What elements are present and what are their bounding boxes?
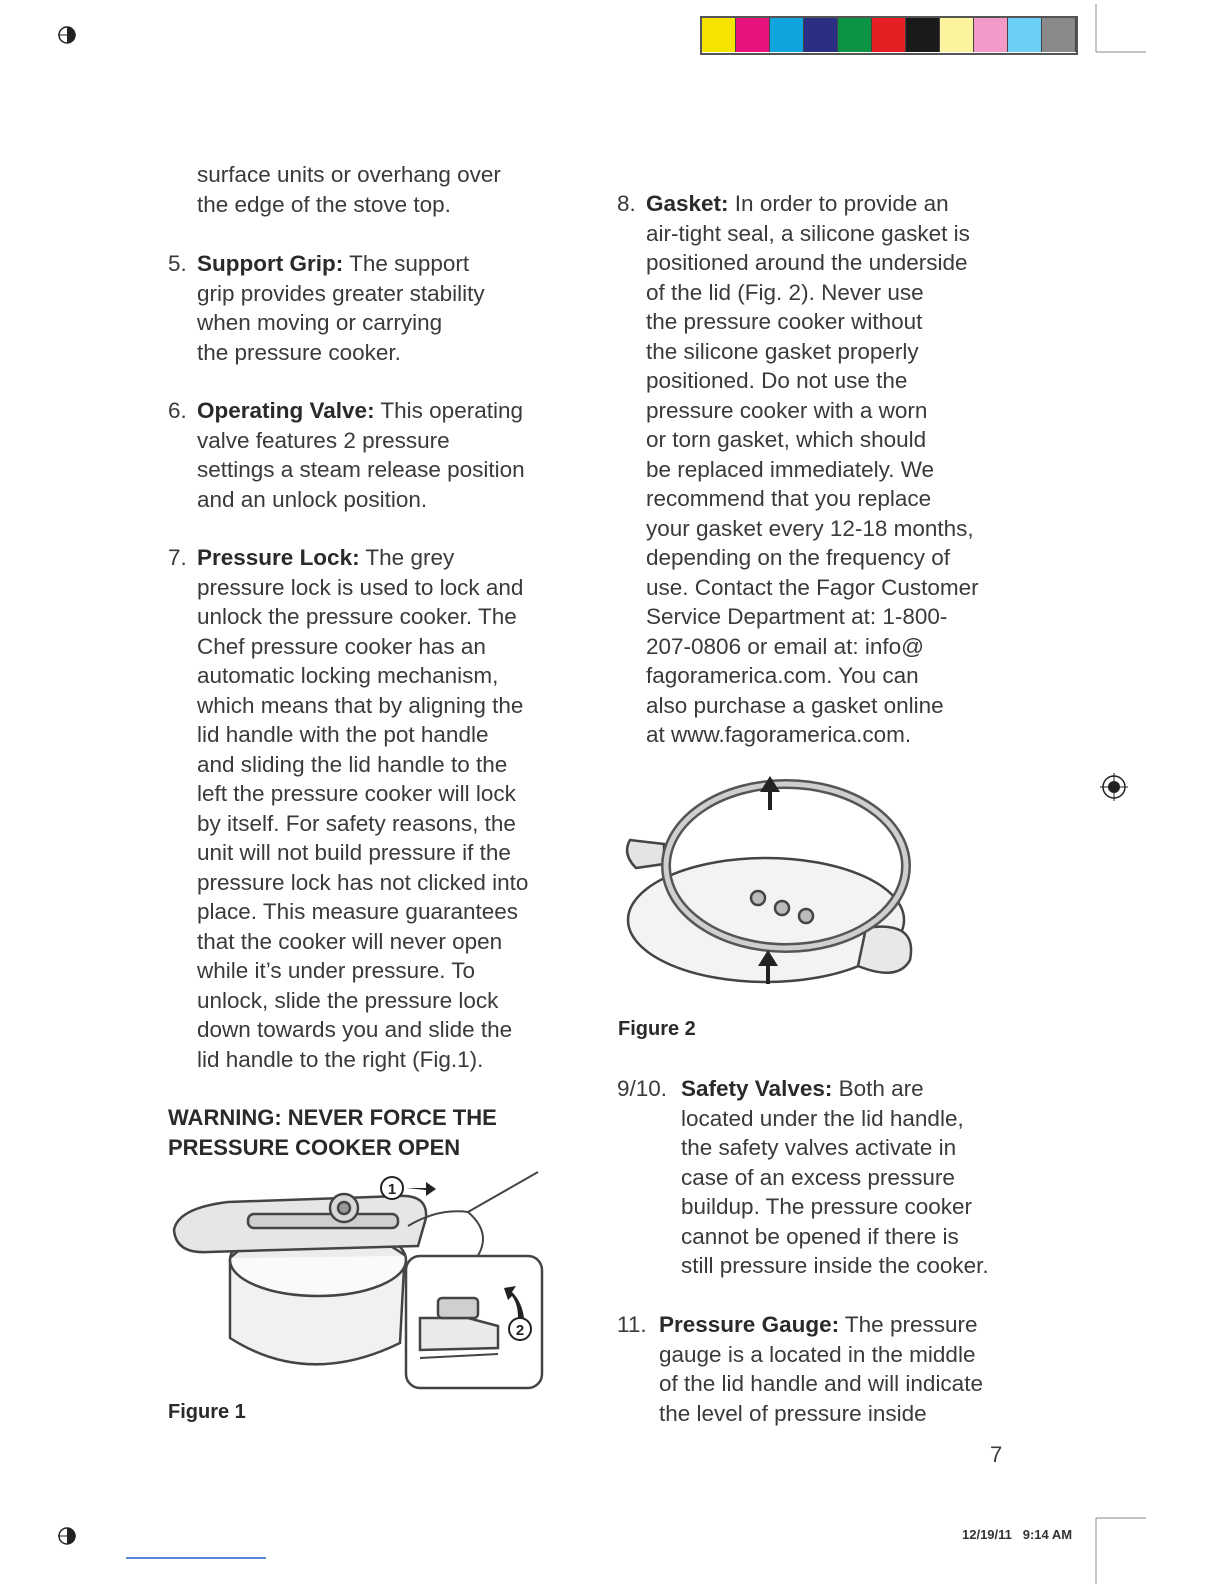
color-swatch — [940, 18, 974, 52]
text-line: Both are — [832, 1076, 924, 1101]
text-line: and sliding the lid handle to the — [197, 751, 508, 777]
text-line: cannot be opened if there is — [681, 1223, 959, 1249]
text-line: the edge of the stove top. — [197, 191, 451, 217]
text-line: while it’s under pressure. To — [197, 958, 476, 983]
text-line: the silicone gasket properly — [646, 338, 919, 364]
registration-mark-right-icon — [1100, 773, 1128, 801]
color-swatch — [872, 18, 906, 52]
text-line: settings a steam release position — [197, 457, 525, 482]
text-line: lid handle with the pot handle — [197, 722, 489, 747]
text-line: surface units or overhang over — [197, 162, 501, 187]
color-swatch — [974, 18, 1008, 52]
text-line: that the cooker will never open — [197, 928, 503, 954]
continuation-text — [197, 160, 501, 219]
item-number: 6. — [168, 398, 187, 423]
text-line: Service Department at: 1-800- — [646, 604, 948, 629]
text-line: at www.fagoramerica.com. — [646, 722, 912, 747]
text-line: recommend that you replace — [646, 486, 932, 511]
text-line: pressure lock is used to lock and — [197, 574, 524, 600]
print-timestamp: 12/19/11 9:14 AM — [962, 1527, 1073, 1542]
page-number: 7 — [990, 1442, 1003, 1467]
color-swatch — [770, 18, 804, 52]
text-line: and an unlock position. — [197, 486, 428, 512]
text-line: pressure cooker with a worn — [646, 397, 928, 423]
item-title: Support Grip: — [197, 251, 344, 276]
text-line: automatic locking mechanism, — [197, 663, 499, 688]
text-line: your gasket every 12-18 months, — [646, 515, 974, 541]
text-line: unlock the pressure cooker. The — [197, 604, 517, 629]
text-line: depending on the frequency of — [646, 545, 950, 570]
item-number: 9/10. — [617, 1076, 668, 1101]
text-line: the pressure cooker without — [646, 309, 923, 334]
item-title: Pressure Lock: — [197, 545, 360, 570]
text-line: also purchase a gasket online — [646, 692, 944, 718]
item-number: 8. — [617, 191, 636, 216]
text-line: located under the lid handle, — [681, 1105, 964, 1131]
registration-mark-bottom-left-icon — [58, 1528, 76, 1544]
text-line: case of an excess pressure — [681, 1164, 955, 1190]
text-line: the safety valves activate in — [681, 1135, 957, 1160]
text-line: of the lid handle and will indicate — [659, 1371, 983, 1396]
text-line: by itself. For safety reasons, the — [197, 810, 516, 836]
color-swatch — [906, 18, 940, 52]
text-line: left the pressure cooker will lock — [197, 781, 516, 806]
text-line: positioned. Do not use the — [646, 368, 908, 393]
figure-1-illustration — [168, 1168, 558, 1394]
color-swatch — [736, 18, 770, 52]
svg-text:1: 1 — [387, 1181, 397, 1198]
text-line: In order to provide an — [728, 191, 949, 216]
text-line: grip provides greater stability — [197, 280, 485, 306]
figure-1-caption: Figure 1 — [168, 1401, 246, 1423]
text-line: buildup. The pressure cooker — [681, 1194, 973, 1219]
color-calibration-bar — [700, 16, 1078, 55]
text-line: unlock, slide the pressure lock — [197, 987, 499, 1013]
text-line: This operating — [374, 398, 523, 423]
text-line: the pressure cooker. — [197, 339, 401, 365]
text-line: use. Contact the Fagor Customer — [646, 574, 979, 600]
text-line: place. This measure guarantees — [197, 899, 519, 924]
text-line: positioned around the underside — [646, 250, 968, 275]
text-line: still pressure inside the cooker. — [681, 1253, 989, 1278]
figure-2-caption: Figure 2 — [618, 1018, 696, 1040]
text-line: down towards you and slide the — [197, 1017, 513, 1042]
warning-heading — [168, 1103, 497, 1163]
text-line: the level of pressure inside — [659, 1400, 927, 1426]
item-number: 5. — [168, 251, 187, 276]
text-line: when moving or carrying — [197, 310, 443, 335]
item-title: Pressure Gauge: — [659, 1312, 840, 1337]
crop-mark-bottom-right-icon — [1096, 1518, 1146, 1584]
text-line: pressure lock has not clicked into — [197, 869, 529, 895]
text-line: Chef pressure cooker has an — [197, 633, 486, 659]
text-line: PRESSURE COOKER OPEN — [168, 1135, 461, 1160]
text-line: WARNING: NEVER FORCE THE — [168, 1105, 497, 1130]
text-line: The pressure — [839, 1312, 978, 1337]
text-line: fagoramerica.com. You can — [646, 663, 919, 688]
figure-2-illustration — [618, 770, 924, 1006]
color-swatch — [1042, 18, 1076, 52]
text-line: 207-0806 or email at: info@ — [646, 633, 924, 659]
registration-mark-top-left-icon — [58, 27, 76, 43]
item-title: Gasket: — [646, 191, 729, 216]
color-swatch — [804, 18, 838, 52]
item-number: 11. — [617, 1312, 647, 1337]
svg-text:2: 2 — [515, 1322, 525, 1339]
item-title: Safety Valves: — [681, 1076, 833, 1101]
text-line: lid handle to the right (Fig.1). — [197, 1046, 484, 1072]
text-line: The grey — [359, 545, 455, 570]
text-line: which means that by aligning the — [197, 692, 524, 718]
color-swatch — [838, 18, 872, 52]
crop-mark-top-right-icon — [1096, 4, 1146, 52]
item-title: Operating Valve: — [197, 398, 375, 423]
text-line: of the lid (Fig. 2). Never use — [646, 279, 924, 305]
color-swatch — [1008, 18, 1042, 52]
text-line: unit will not build pressure if the — [197, 840, 511, 865]
color-swatch — [702, 18, 736, 52]
text-line: or torn gasket, which should — [646, 427, 927, 452]
text-line: gauge is a located in the middle — [659, 1341, 976, 1367]
text-line: be replaced immediately. We — [646, 456, 935, 482]
text-line: valve features 2 pressure — [197, 427, 450, 453]
text-line: air-tight seal, a silicone gasket is — [646, 220, 970, 246]
text-line: The support — [343, 251, 470, 276]
item-number: 7. — [168, 545, 187, 570]
